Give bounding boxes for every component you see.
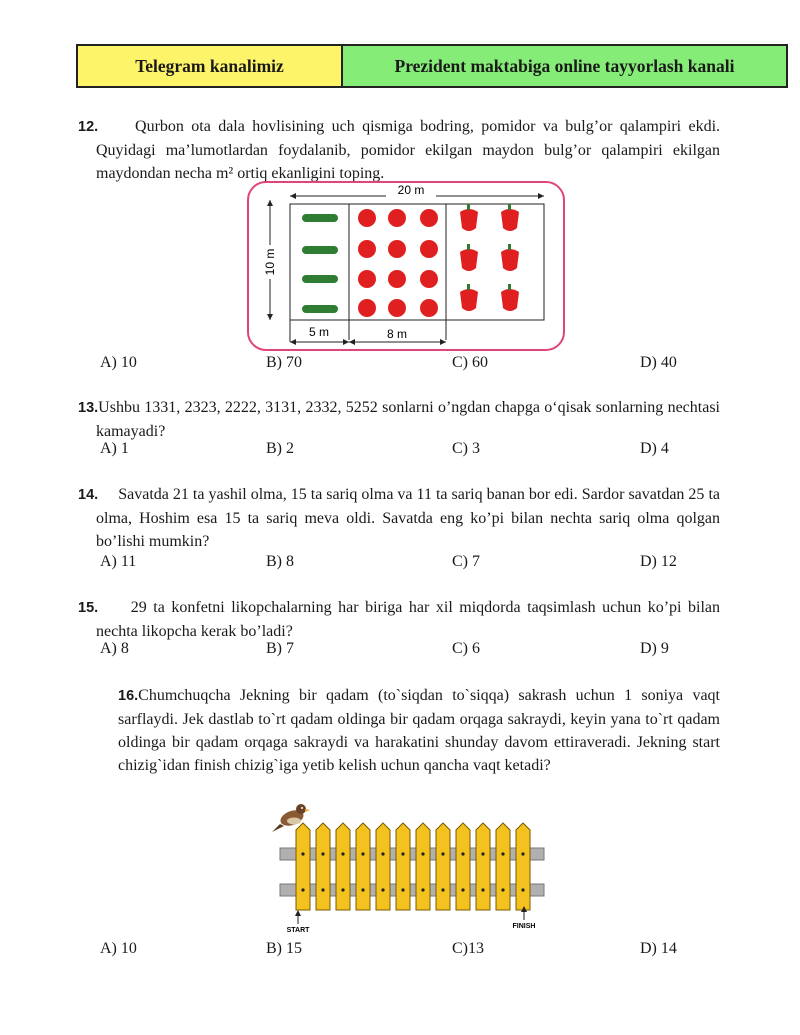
finish-label: FINISH xyxy=(512,923,536,930)
question-number: 16. xyxy=(118,688,139,704)
option-b[interactable]: B) 8 xyxy=(266,553,294,570)
garden-figure xyxy=(246,180,568,354)
fence-picket xyxy=(496,823,510,910)
part2-label: 8 m xyxy=(386,327,408,341)
answers-16 xyxy=(100,940,720,962)
height-arrow-bottom xyxy=(267,314,273,320)
option-b[interactable]: B) 15 xyxy=(266,940,302,957)
question-text: Ushbu 1331, 2323, 2222, 3131, 2332, 5252 sonlarni o’ngdan chapga o‘qisak sonlarning nechtasi kamayadi? xyxy=(96,399,720,440)
cucumber-icon xyxy=(302,246,338,254)
answers-15 xyxy=(100,640,720,662)
answers-14 xyxy=(100,553,720,575)
question-14 xyxy=(78,483,720,553)
start-label: START xyxy=(286,927,310,934)
fence-picket xyxy=(316,823,330,910)
cucumber-icon xyxy=(302,275,338,283)
option-c[interactable]: C)13 xyxy=(452,940,484,957)
question-13 xyxy=(78,396,720,443)
online-prep-channel-label: Prezident maktabiga online tayyorlash kanali xyxy=(343,46,786,86)
tomato-icon xyxy=(358,270,376,288)
fence-picket xyxy=(416,823,430,910)
height-arrow-top xyxy=(267,200,273,206)
telegram-channel-label: Telegram kanalimiz xyxy=(78,46,343,86)
tomato-icon xyxy=(388,240,406,258)
fence-picket xyxy=(476,823,490,910)
option-a[interactable]: A) 8 xyxy=(100,640,129,657)
tomato-icon xyxy=(420,209,438,227)
tomato-icon xyxy=(358,240,376,258)
answers-12 xyxy=(100,354,720,376)
option-b[interactable]: B) 7 xyxy=(266,640,294,657)
option-d[interactable]: D) 14 xyxy=(640,940,677,957)
question-text: Qurbon ota dala hovlisining uch qismiga bodring, pomidor va bulg’or qalampiri ekdi. Quyidagi ma’lumotlardan foydalanib, pomidor ekilgan maydon bulg’or qalampiri ekilgan maydondan necha m² ortiq ekanligini toping. xyxy=(96,118,721,182)
pepper-icon xyxy=(460,249,478,271)
fence-picket xyxy=(336,823,350,910)
tomato-icon xyxy=(388,209,406,227)
pepper-icon xyxy=(501,289,519,311)
fence-picket xyxy=(356,823,370,910)
cucumber-icon xyxy=(302,214,338,222)
option-d[interactable]: D) 12 xyxy=(640,553,677,570)
width-arrow-left xyxy=(290,193,296,199)
question-16 xyxy=(118,684,720,777)
option-d[interactable]: D) 9 xyxy=(640,640,669,657)
option-a[interactable]: A) 10 xyxy=(100,354,137,371)
option-c[interactable]: C) 3 xyxy=(452,440,480,457)
tomato-icon xyxy=(388,299,406,317)
option-a[interactable]: A) 11 xyxy=(100,553,137,570)
fence-picket xyxy=(436,823,450,910)
option-c[interactable]: C) 6 xyxy=(452,640,480,657)
question-number: 12. xyxy=(78,119,99,135)
question-text: Savatda 21 ta yashil olma, 15 ta sariq olma va 11 ta sariq banan bor edi. Sardor savatdan 25 ta olma, Hoshim esa 15 ta sariq meva oldi. Savatda eng ko’pi bilan nechta sariq olma qolgan bo’lishi mumkin? xyxy=(96,486,720,550)
tomato-icon xyxy=(420,240,438,258)
option-a[interactable]: A) 1 xyxy=(100,440,129,457)
tomato-icon xyxy=(420,270,438,288)
pepper-icon xyxy=(501,209,519,231)
tomato-icon xyxy=(388,270,406,288)
question-text: Chumchuqcha Jekning bir qadam (to`siqdan to`siqqa) sakrash uchun 1 soniya vaqt sarflaydi. Jek dastlab to`rt qadam oldinga bir qadam orqaga sakraydi, keyin yana to`rt qadam oldinga bir qadam orqaga sakraydi va harakatini shunday davom ettiraveradi. Jekning start chizig`idan finish chizig`iga yetib kelish uchun qancha vaqt ketadi? xyxy=(118,687,720,774)
question-15 xyxy=(78,596,720,643)
tomato-icon xyxy=(358,299,376,317)
fence-figure xyxy=(270,800,550,936)
part1-arrow-right xyxy=(343,339,349,345)
question-number: 14. xyxy=(78,487,99,503)
fence-picket xyxy=(376,823,390,910)
question-12 xyxy=(78,115,720,185)
cucumber-icon xyxy=(302,305,338,313)
fence-picket xyxy=(296,823,310,910)
option-b[interactable]: B) 70 xyxy=(266,354,302,371)
start-arrow-icon xyxy=(295,910,301,916)
answers-13 xyxy=(100,440,720,462)
height-label: 10 m xyxy=(263,248,277,276)
question-number: 13. xyxy=(78,400,99,416)
pepper-icon xyxy=(460,209,478,231)
fence-picket xyxy=(456,823,470,910)
tomato-icon xyxy=(358,209,376,227)
fence-picket xyxy=(516,823,530,910)
part2-arrow-left xyxy=(349,339,355,345)
pepper-icon xyxy=(501,249,519,271)
width-label: 20 m xyxy=(397,183,425,197)
header-table xyxy=(76,44,788,88)
pepper-icon xyxy=(460,289,478,311)
part1-label: 5 m xyxy=(308,325,330,339)
option-c[interactable]: C) 60 xyxy=(452,354,488,371)
part2-arrow-right xyxy=(440,339,446,345)
option-b[interactable]: B) 2 xyxy=(266,440,294,457)
width-arrow-right xyxy=(538,193,544,199)
tomato-icon xyxy=(420,299,438,317)
part1-arrow-left xyxy=(290,339,296,345)
option-d[interactable]: D) 40 xyxy=(640,354,677,371)
fence-pickets xyxy=(296,823,530,910)
option-c[interactable]: C) 7 xyxy=(452,553,480,570)
question-text: 29 ta konfetni likopchalarning har biriga har xil miqdorda taqsimlash uchun ko’pi bilan nechta likopcha kerak bo’ladi? xyxy=(96,599,721,640)
option-d[interactable]: D) 4 xyxy=(640,440,669,457)
fence-picket xyxy=(396,823,410,910)
question-number: 15. xyxy=(78,600,99,616)
option-a[interactable]: A) 10 xyxy=(100,940,137,957)
